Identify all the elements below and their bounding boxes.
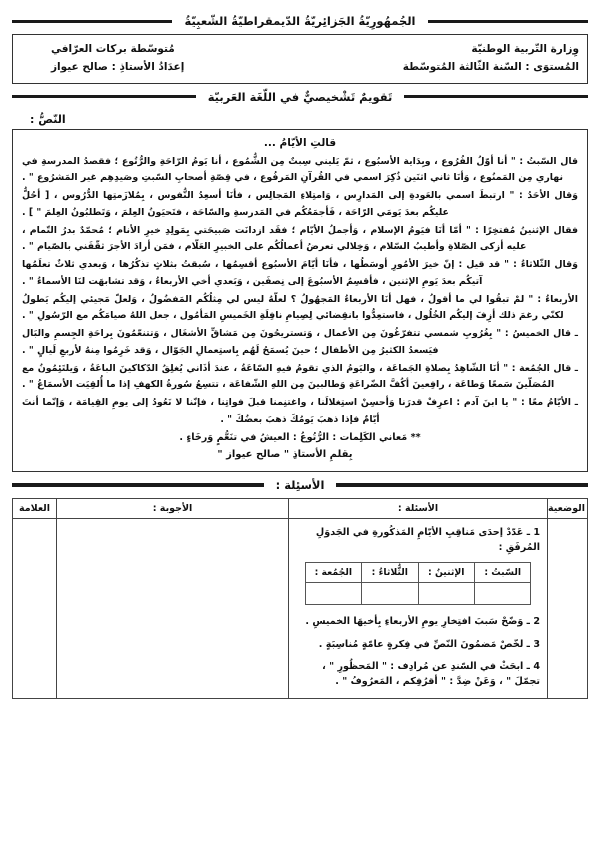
author-signature: بِقلمِ الأستاذِ " صالح عيواز "	[217, 448, 353, 460]
identity-box	[12, 34, 588, 84]
question-item: 4 ـ ابحَثْ في السّندِ عن مُرادِف : " المَحظُورِ " ، تجمّلَ " ، وَعَنْ ضِدَّ : " أقرُفِكم ، المَعرُوفُ " .	[322, 660, 540, 688]
day-column-header: الإثنينُ :	[418, 563, 474, 583]
day-column-header: الجُمُعة :	[305, 563, 362, 583]
exam-title-rule	[12, 90, 588, 104]
header-situation: الوضعية	[548, 498, 588, 518]
days-table	[305, 562, 532, 605]
cell-questions	[289, 518, 548, 698]
questions-table	[12, 498, 588, 699]
question-item: 1 ـ عَدّدْ إحدَى مَناقِبِ الأيّامِ المَذكُورةِ في الجَدوَلِ المُرفَقِ :	[315, 526, 540, 553]
republic-title: الجُمهُورِيّةُ الجَزائِريّةُ الدّيمقراطيّةُ الشّعبِيّةُ	[184, 14, 416, 28]
passage-box	[12, 129, 588, 472]
rule-left-3	[336, 483, 588, 487]
identity-row-top	[21, 40, 579, 58]
question-item: 3 ـ لخّصْ مَضمُونَ النّصِّ في فِكرةٍ عامّةٍ مُناسِبَةٍ .	[318, 638, 540, 650]
questions-label: الأسئِلة :	[275, 477, 325, 492]
rule-right-3	[12, 483, 264, 487]
passage-title: قالتِ الأيّامُ ...	[263, 136, 337, 149]
questions-title-rule	[12, 478, 588, 492]
cell-situation[interactable]	[548, 518, 588, 698]
question-item: 2 ـ وَضّحْ سَببَ افتِخارِ يومِ الأربعاءِ بِأخيهَا الخميسِ .	[305, 616, 540, 628]
header-questions: الأسئلة :	[289, 498, 548, 518]
passage-paragraph: ـ قال الخميسُ : " بِغُرُوبِ شمسي تتفرّغُونَ مِن الأعمال ، وَتستريحُونَ مِن مَشاقِّ الأشغَال ، وَتتنعّمُونَ بِراحَةِ الجِسمِ والبَال فيَسعدُ الكثيرُ مِن الأطفال ؛ حينَ يُسمَحُ لَهُم بِاستِعمالِ الجَوّال ، وَقد خَرِمُوا مِنهُ لأربعِ لَيالٍ " .	[22, 328, 578, 356]
header-answers: الأجوبة :	[57, 498, 289, 518]
rule-left-2	[404, 95, 588, 98]
exam-title: تَقويمٌ تَشْخيصيٌّ في اللّغَة العَربيّة	[207, 89, 393, 104]
ministry-label: وِزارة التّربية الوطنيّة	[471, 43, 579, 55]
republic-title-rule	[12, 14, 588, 28]
passage-paragraph: قال السّبتُ : " أنا أوّلُ الفُرُوع ، وبِدَاية الأسبُوع ، ثمّ يَليني سِبتٌ مِن الشُّمُوع ، أنا يَومُ الرّاحَةِ والرُّتُوع ؛ فقصدُ المدرسةِ في نهاري مِن المَمنُوع ، وَأنَا ثاني اثنَين ذُكِرَ اسمي في القُرآنِ المَرفُوع ، في قِصّةِ أصحابِ السّبتِ وصَيدِهِم غير المَشرُوع " .	[22, 155, 578, 184]
passage-paragraph: ـ قال الجُمُعة : " أنَا الشّاهِدُ بِصلاةِ الجَماعَة ، واليَومُ الذي تقومُ فيهِ السّاعَةُ ، عندَ أذَاني يُغلِقُ الدّكاكينَ الباعَةُ ، وَيلتَئِمُونُ مع المُصَلّينَ سَمعًا وَطاعَة ، رافِعينَ أكُفَّ الضّراعَةِ وَطالبينَ مِن اللهِ الشّفاعَة ، تتسِعُ سُورةُ الكهفِ إذا ما أُلقِيَت الأسمَاعُ " .	[22, 362, 578, 391]
rule-right	[12, 20, 173, 23]
school-label: مُتوسّطة بركات العرّافي	[51, 43, 175, 55]
passage-paragraph: فقال الإثنينُ مُفتخِرًا : " أمّا أنَا فيَومُ الإسلام ، وَأجملُ الأيّام ؛ فقَد ازدانَت صَبيحَتي بِمَولِدِ خيرِ الأنام ؛ مُحمّدٌ بدرُ التّمام ، عليه أزكى الصّلاةِ وأطيبُ السّلام ، وَخِلالي تعرضُ أعمالُكُم على الخبيرِ العَلّام ، فمَن أرادَ الأجرَ ثقّفَني بالصّيام " .	[22, 224, 578, 253]
passage-paragraph: الأربعاءُ : " لمْ تبقُوا لي ما أقولُ ، فهل أنَا الأربعاءُ المَجهُولُ ؟ لعلّهُ ليس لي مِثلُكُم المَفضُولُ ، وَلعلّ مَجيئي إليكُم يَطولُ لكنّي رغمَ ذلك أزِفَ إليكُم الخُلُول ، فاستعِدُّوا بانقِضائي لِصِيامِ نافِلَةِ الخَميسِ المَأمُول ، جعل اللهُ صيامَكُم مع الرّسُولِ " .	[22, 293, 578, 322]
passage-paragraph: وَقال الأحَدُ : " ارتبطَ اسمي بالعَودةِ إلى المَدارِس ، وَامتِلاءِ المَجالِس ، فأنَا أسعِدُ النُّفوس ، بِمُلازَمتِها الدُّرُوس ، [ أحُلُّ عليكُم بعدَ يَومَي الرّاحَة ، فَأجمَعُكُم في المَدرسةِ والسّاحَة ، فتَحيَونُ العِلمَ ، وَتَطلبُونُ العِلمَ " ] .	[22, 190, 578, 218]
day-answer-cell[interactable]	[305, 583, 362, 605]
cell-answers[interactable]	[57, 518, 289, 698]
day-answer-cell[interactable]	[474, 583, 530, 605]
passage-paragraph: ـ الأيّامُ معًا : " يا ابنَ آدم : اعرِفْ قدرَنا وَأحسِنْ استِغلالَنا ، واغتنِمنا قبلَ فواتِنا ، فإنّنا لا نَعُودُ إلى يومِ القِيامَة ، وَإنّما أنتَ أيّامٌ فإذا ذهبَ يَومُكَ ذهبَ بعضُكَ " .	[22, 397, 578, 425]
day-column-header: السّبتُ :	[474, 563, 530, 583]
passage-paragraph: وَقال الثّلاثاءُ : " قد قيل : إنّ خيرَ الأمُورِ أوسَطُها ، فأنَا أيّامَ الأسبُوع أقسِمُها ، سُبقتُ بثلاثٍ تذكُرُها ، وَبعدي ثلاثٌ تعلَمُها آتيكُم بعدَ يَومِ الإثنين ، فأقسِمُ الأسبُوعَ إلى نِصفَين ، وَبَعدي أخي الأربعاءُ ، وَقد تشابهَت لنَا الأسماءُ " .	[22, 259, 578, 287]
identity-row-bottom	[21, 58, 579, 76]
table-header-row	[13, 498, 588, 518]
days-header-row	[305, 563, 531, 583]
text-section-label: النّصُّ :	[30, 112, 66, 126]
teacher-label: إعدَادُ الأستاذِ : صالح عيواز	[51, 61, 185, 74]
rule-right-2	[12, 95, 196, 98]
cell-marks[interactable]	[13, 518, 57, 698]
day-answer-cell[interactable]	[418, 583, 474, 605]
day-column-header: الثُّلاثاءُ :	[362, 563, 418, 583]
level-label: المُستوَى : السّنة الثّالثة المُتوسّطة	[402, 61, 579, 74]
header-marks: العلامة	[13, 498, 57, 518]
rule-left	[428, 20, 589, 23]
table-row	[13, 518, 588, 698]
days-answer-row	[305, 583, 531, 605]
day-answer-cell[interactable]	[362, 583, 418, 605]
word-meanings: ** مَعاني الكَلِمات : الرُّتُوعُ : العيشُ في تنَعُّمٍ وَرخَاءٍ .	[179, 431, 421, 443]
